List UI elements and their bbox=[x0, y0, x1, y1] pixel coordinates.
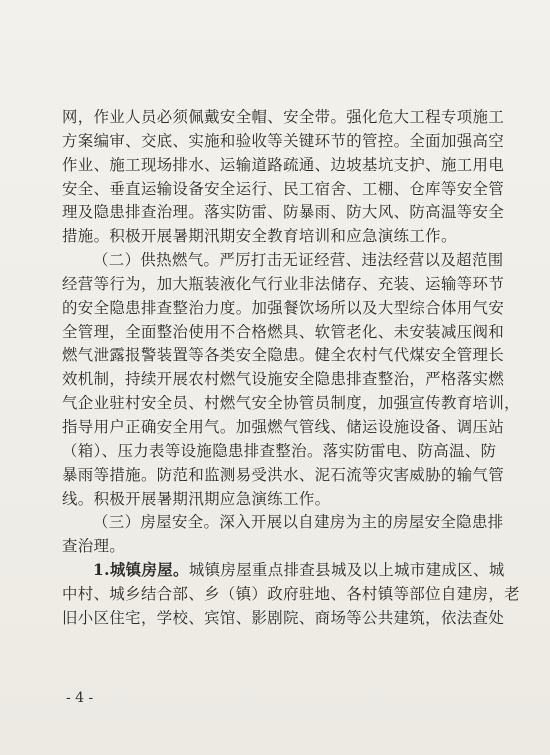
text-line: 的安全隐患排查整治力度。加强餐饮场所以及大型综合体用气安 bbox=[62, 298, 505, 317]
text-line: 全管理，全面整治使用不合格燃具、软管老化、未安装减压阀和 bbox=[62, 322, 505, 341]
bold-prefix: 1.城镇房屋。 bbox=[93, 561, 189, 580]
text-line: 效机制，持续开展农村燃气设施安全隐患排查整治，严格落实燃 bbox=[62, 370, 505, 389]
line-remainder: 城镇房屋重点排查县城及以上城市建成区、城 bbox=[188, 561, 505, 580]
text-line: 经营等行为，加大瓶装液化气行业非法储存、充装、运输等环节 bbox=[62, 274, 505, 293]
text-line: 方案编审、交底、实施和验收等关键环节的管控。全面加强高空 bbox=[62, 131, 505, 150]
text-line: 查治理。 bbox=[62, 537, 126, 556]
text-line: （箱）、压力表等设施隐患排查整治。落实防雷电、防高温、防 bbox=[62, 441, 497, 460]
section-heading-line: （二）供热燃气。严厉打击无证经营、违法经营以及超范围 bbox=[93, 251, 504, 270]
body-text bbox=[62, 106, 520, 631]
text-line: 旧小区住宅，学校、宾馆、影剧院、商场等公共建筑，依法查处 bbox=[62, 608, 505, 627]
text-line: 燃气泄露报警装置等各类安全隐患。健全农村气代煤安全管理长 bbox=[62, 346, 505, 365]
text-line: 安全、垂直运输设备安全运行、民工宿舍、工棚、仓库等安全管 bbox=[62, 179, 505, 198]
text-line: 理及隐患排查治理。落实防雷、防暴雨、防大风、防高温等安全 bbox=[62, 203, 505, 222]
text-line: 线。积极开展暑期汛期应急演练工作。 bbox=[62, 489, 331, 508]
text-line: 作业、施工现场排水、运输道路疏通、边坡基坑支护、施工用电 bbox=[62, 155, 505, 174]
subsection-heading-line bbox=[62, 559, 505, 583]
text-line: 指导用户正确安全用气。加强燃气管线、储运设施设备、调压站 bbox=[62, 417, 505, 436]
text-line: 措施。积极开展暑期汛期安全教育培训和应急演练工作。 bbox=[62, 227, 457, 246]
section-heading-line: （三）房屋安全。深入开展以自建房为主的房屋安全隐患排 bbox=[93, 513, 504, 532]
bleed-through-mark bbox=[230, 8, 320, 38]
text-line: 中村、城乡结合部、乡（镇）政府驻地、各村镇等部位自建房，老 bbox=[62, 584, 520, 603]
text-line: 暴雨等措施。防范和监测易受洪水、泥石流等灾害威胁的输气管 bbox=[62, 465, 505, 484]
text-line: 网，作业人员必须佩戴安全帽、安全带。强化危大工程专项施工 bbox=[62, 108, 505, 126]
page-number: - 4 - bbox=[66, 690, 94, 706]
text-line: 气企业驻村安全员、村燃气安全协管员制度，加强宣传教育培训， bbox=[62, 394, 520, 413]
